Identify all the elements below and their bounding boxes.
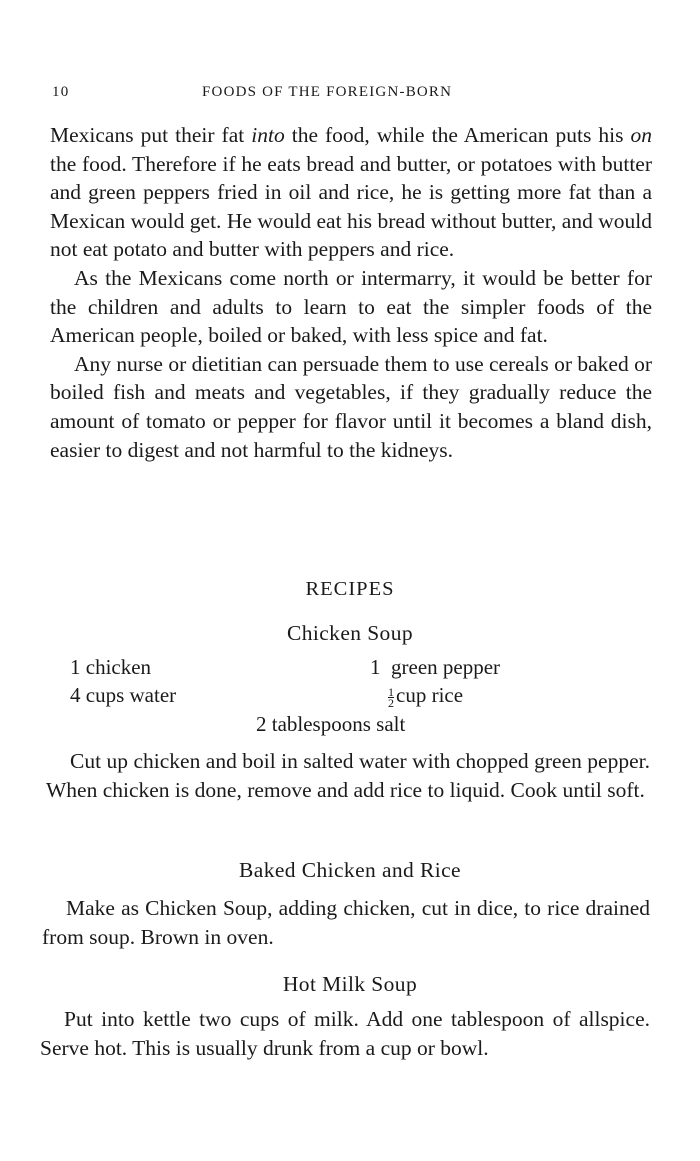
recipes-heading: RECIPES [305,578,395,600]
ingredient-chicken: 1 chicken [70,655,152,679]
baked-chicken-title: Baked Chicken and Rice [239,858,461,882]
ingredient-green-pepper: 1 green pepper [370,655,501,679]
half-fraction [388,684,394,710]
fraction-denominator: 2 [388,695,394,710]
p1-text-b: the food, while the American puts his [284,123,631,147]
body-text [50,121,652,464]
ingredient-rice [388,683,463,708]
hot-milk-soup-directions [40,1005,650,1062]
hot-milk-soup-title: Hot Milk Soup [282,972,418,996]
p1-emphasis-on: on [630,123,653,147]
chicken-soup-title: Chicken Soup [286,621,414,645]
p1-text-a: Mexicans put their fat [50,123,252,147]
chicken-soup-directions [46,747,650,804]
baked-chicken-paragraph: Make as Chicken Soup, adding chicken, cut in dice, to rice drained from soup. Brown in oven. [42,896,650,949]
ingredient-salt: 2 tablespoons salt [256,712,406,736]
p1-emphasis-into: into [251,123,285,147]
page-header [50,84,650,108]
paragraph-3: Any nurse or dietitian can persuade them to use cereals or baked or boiled fish and meats and vegetables, if they gradually reduce the amount of tomato or pepper for flavor until it becomes a bland dish, easier to digest and not harmful to the kidneys. [50,351,652,462]
fraction-numerator: 1 [388,684,394,699]
page-number: 10 [52,84,70,100]
paragraph-1 [50,121,652,264]
rice-amount-text: cup rice [396,683,464,707]
chicken-soup-paragraph: Cut up chicken and boil in salted water with chopped green pepper. When chicken is done, remove and add rice to liquid. Cook until soft. [46,749,650,802]
p1-text-c: the food. Therefore if he eats bread and butter, or potatoes with butter and green peppers fried in oil and rice, he is getting more fat than a Mexican would get. He would eat his bread without butter, and would not eat potato and butter with peppers and rice. [50,151,652,262]
ingredient-water: 4 cups water [70,683,177,707]
hot-milk-soup-paragraph: Put into kettle two cups of milk. Add one tablespoon of allspice. Serve hot. This is usually drunk from a cup or bowl. [40,1007,650,1060]
paragraph-2: As the Mexicans come north or intermarry, it would be better for the children and adults to learn to eat the simpler foods of the American people, boiled or baked, with less spice and fat. [50,265,652,348]
running-title: FOODS OF THE FOREIGN-BORN [202,84,453,100]
baked-chicken-directions [42,894,650,951]
